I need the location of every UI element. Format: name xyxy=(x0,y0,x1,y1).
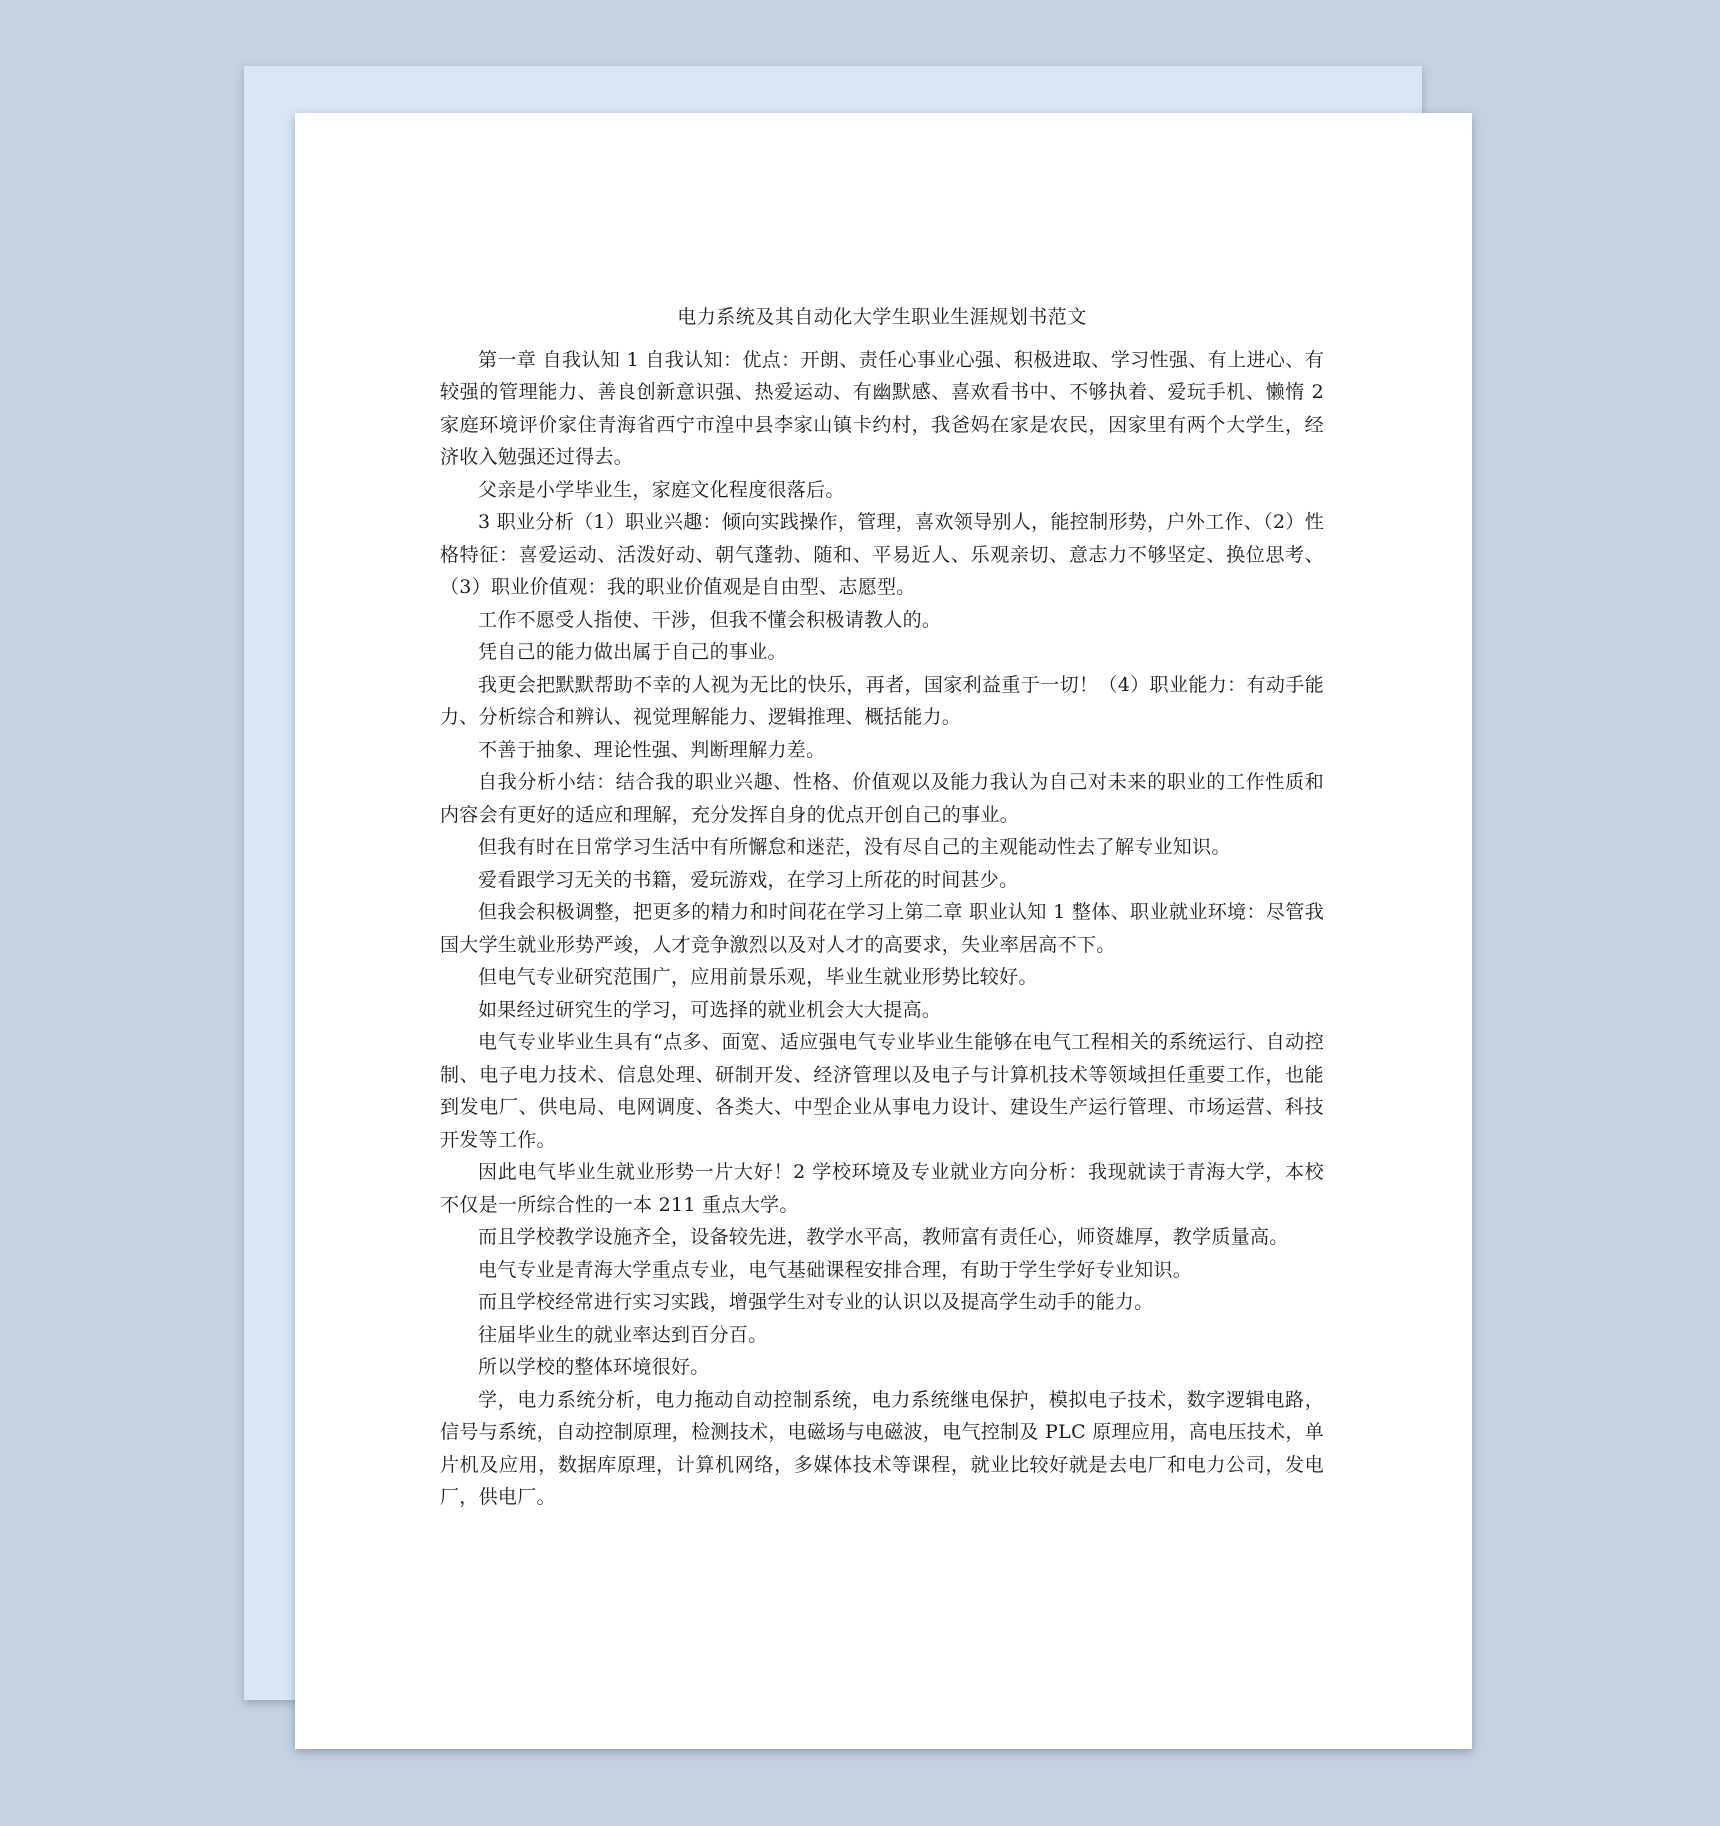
document-body xyxy=(440,301,1324,1514)
paragraph: 因此电气毕业生就业形势一片大好！2 学校环境及专业就业方向分析：我现就读于青海大学，本校不仅是一所综合性的一本 211 重点大学。 xyxy=(440,1161,1324,1216)
paragraph: 学，电力系统分析，电力拖动自动控制系统，电力系统继电保护，模拟电子技术，数字逻辑电路，信号与系统，自动控制原理，检测技术，电磁场与电磁波，电气控制及 PLC 原理应用，高电压技术，单片机及应用，数据库原理，计算机网络，多媒体技术等课程，就业比较好就是去电厂和电力公司，发电厂，供电厂。 xyxy=(440,1388,1324,1508)
paragraph: 往届毕业生的就业率达到百分百。 xyxy=(478,1323,768,1346)
paragraph: 而且学校教学设施齐全，设备较先进，教学水平高，教师富有责任心，师资雄厚，教学质量高。 xyxy=(478,1226,1289,1248)
paragraph: 但电气专业研究范围广，应用前景乐观，毕业生就业形势比较好。 xyxy=(478,966,1038,988)
paragraph: 凭自己的能力做出属于自己的事业。 xyxy=(478,641,787,663)
paragraph: 如果经过研究生的学习，可选择的就业机会大大提高。 xyxy=(478,998,942,1021)
paragraph: 父亲是小学毕业生，家庭文化程度很落后。 xyxy=(478,478,845,501)
paragraph: 自我分析小结：结合我的职业兴趣、性格、价值观以及能力我认为自己对未来的职业的工作性质和内容会有更好的适应和理解，充分发挥自身的优点开创自己的事业。 xyxy=(440,771,1324,826)
paragraph: 3 职业分析（1）职业兴趣：倾向实践操作，管理，喜欢领导别人，能控制形势，户外工作、（2）性格特征：喜爱运动、活泼好动、朝气蓬勃、随和、平易近人、乐观亲切、意志力不够坚定、换位思考、（3）职业价值观：我的职业价值观是自由型、志愿型。 xyxy=(440,511,1324,598)
paragraph: 但我会积极调整，把更多的精力和时间花在学习上第二章 职业认知 1 整体、职业就业环境：尽管我国大学生就业形势严竣，人才竞争激烈以及对人才的高要求，失业率居高不下。 xyxy=(440,901,1324,956)
paragraph: 第一章 自我认知 1 自我认知：优点：开朗、责任心事业心强、积极进取、学习性强、有上进心、有较强的管理能力、善良创新意识强、热爱运动、有幽默感、喜欢看书中、不够执着、爱玩手机、懒惰 2 家庭环境评价家住青海省西宁市湟中县李家山镇卡约村，我爸妈在家是农民，因家里有两个大学生，经济收入勉强还过得去。 xyxy=(440,348,1324,468)
paragraph: 电气专业是青海大学重点专业，电气基础课程安排合理，有助于学生学好专业知识。 xyxy=(478,1258,1193,1281)
paragraph: 我更会把默默帮助不幸的人视为无比的快乐，再者，国家利益重于一切！（4）职业能力：有动手能力、分析综合和辨认、视觉理解能力、逻辑推理、概括能力。 xyxy=(440,673,1324,728)
document-page xyxy=(295,113,1472,1749)
paragraph: 工作不愿受人指使、干涉，但我不懂会积极请教人的。 xyxy=(478,608,942,631)
paragraph: 爱看跟学习无关的书籍，爱玩游戏，在学习上所花的时间甚少。 xyxy=(478,868,1019,891)
paragraph: 而且学校经常进行实习实践，增强学生对专业的认识以及提高学生动手的能力。 xyxy=(478,1291,1154,1313)
paragraph: 电气专业毕业生具有“点多、面宽、适应强电气专业毕业生能够在电气工程相关的系统运行、自动控制、电子电力技术、信息处理、研制开发、经济管理以及电子与计算机技术等领域担任重要工作，也能到发电厂、供电局、电网调度、各类大、中型企业从事电力设计、建设生产运行管理、市场运营、科技开发等工作。 xyxy=(440,1031,1324,1151)
paragraph-list xyxy=(440,344,1324,1514)
document-title: 电力系统及其自动化大学生职业生涯规划书范文 xyxy=(677,306,1087,328)
paragraph: 不善于抽象、理论性强、判断理解力差。 xyxy=(478,738,826,761)
paragraph: 但我有时在日常学习生活中有所懈怠和迷茫，没有尽自己的主观能动性去了解专业知识。 xyxy=(478,836,1231,858)
paragraph: 所以学校的整体环境很好。 xyxy=(478,1356,710,1378)
